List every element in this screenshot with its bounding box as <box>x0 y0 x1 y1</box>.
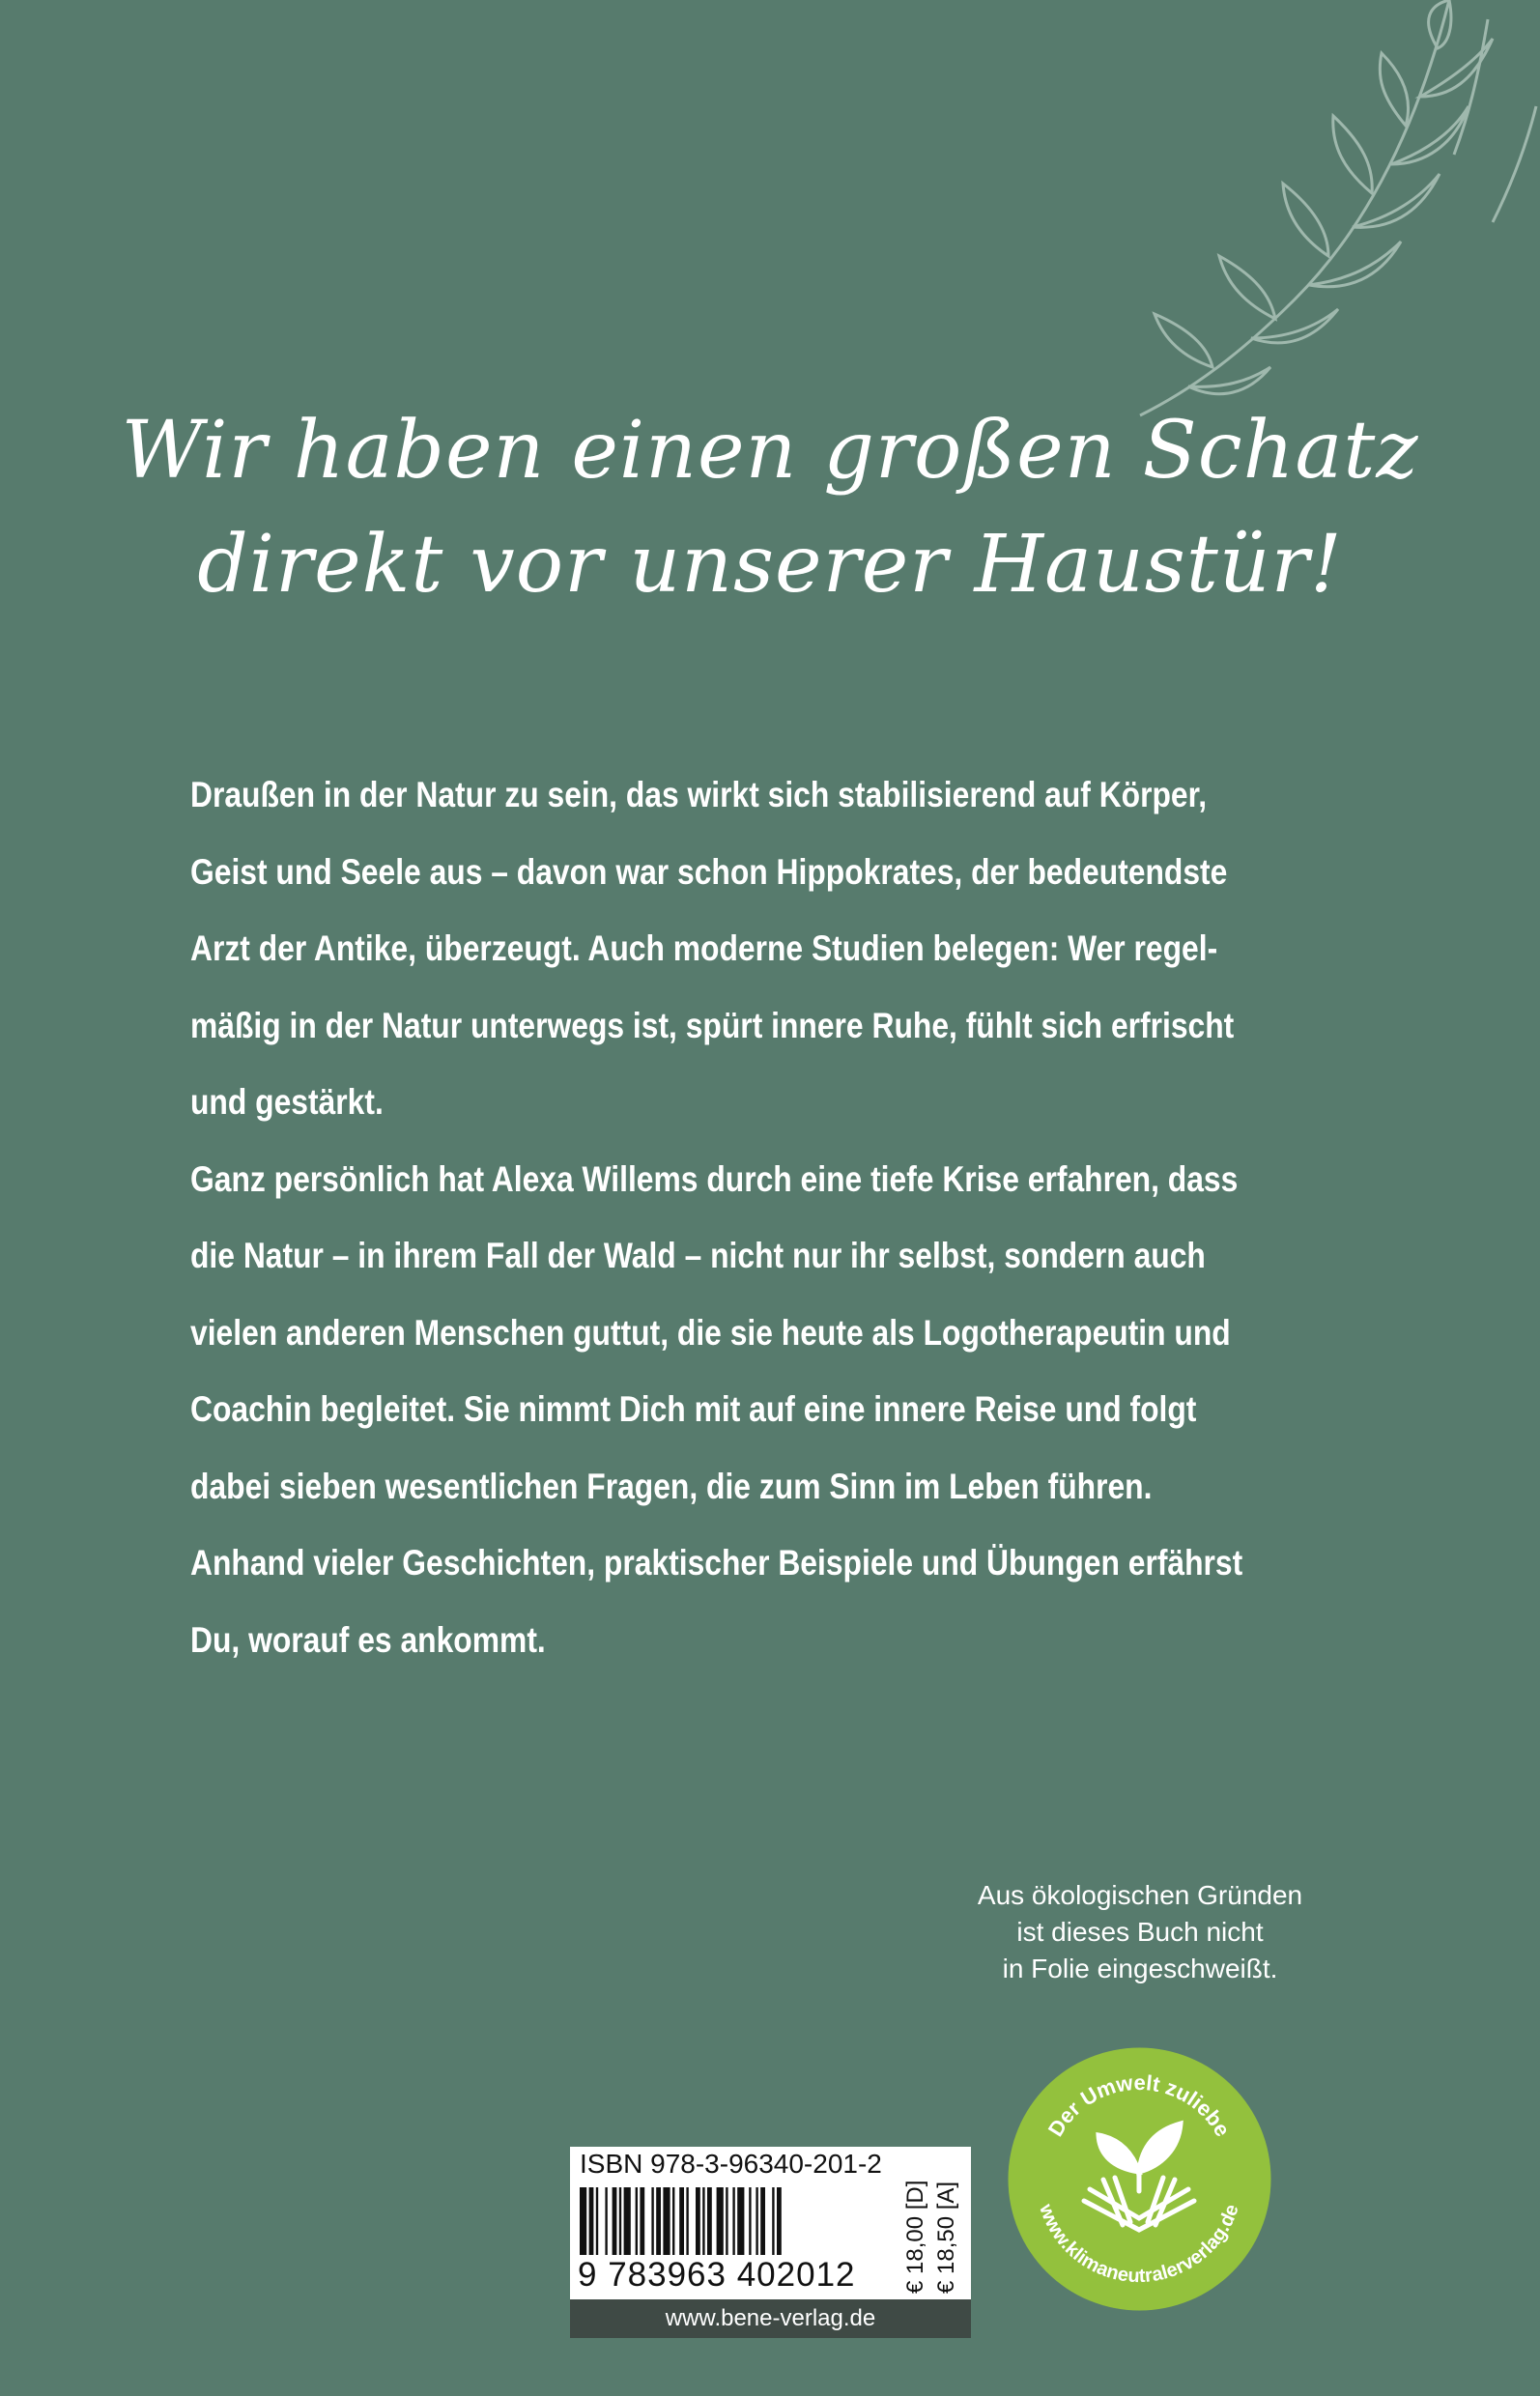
price-at: € 18,50 [A] <box>933 2181 959 2294</box>
barcode-bar <box>702 2187 704 2255</box>
blurb-line: und gestärkt. <box>190 1082 384 1122</box>
barcode-bar <box>717 2187 724 2255</box>
barcode-bar <box>663 2187 670 2255</box>
barcode-bar <box>580 2187 586 2255</box>
eco-badge <box>1007 2046 1272 2312</box>
blurb-text <box>190 756 1243 1678</box>
blurb-line: Ganz persönlich hat Alexa Willems durch eine tiefe Krise erfahren, dass <box>190 1158 1239 1199</box>
barcode-label <box>570 2147 971 2299</box>
barcode-bar <box>686 2187 688 2255</box>
barcode-icon <box>580 2187 889 2255</box>
barcode-bar <box>749 2187 751 2255</box>
barcode-digits: 9 783963 402012 <box>578 2256 856 2294</box>
barcode-bar <box>672 2187 674 2255</box>
barcode-bar <box>756 2187 757 2255</box>
price-block <box>898 2180 966 2296</box>
barcode-bar <box>605 2187 607 2255</box>
barcode-bar <box>619 2187 621 2255</box>
barcode-bar <box>640 2187 644 2255</box>
barcode-bar <box>613 2187 617 2255</box>
eco-note-line: in Folie eingeschweißt. <box>1002 1954 1278 1983</box>
barcode-bar <box>726 2187 727 2255</box>
barcode-bar <box>732 2187 734 2255</box>
barcode-bar <box>679 2187 684 2255</box>
badge-top-text: Der Umwelt zuliebe <box>1042 2069 1236 2141</box>
barcode-bar <box>624 2187 631 2255</box>
barcode-bar <box>707 2187 712 2255</box>
eco-note-line: ist dieses Buch nicht <box>1016 1917 1264 1947</box>
blurb-line: dabei sieben wesentlichen Fragen, die zum Sinn im Leben führen. <box>190 1466 1153 1506</box>
barcode-bar <box>696 2187 700 2255</box>
barcode-bar <box>777 2187 782 2255</box>
headline-line-1: Wir haben einen großen Schatz <box>121 405 1419 497</box>
price-de: € 18,00 [D] <box>902 2180 928 2294</box>
barcode-bar <box>596 2187 598 2255</box>
barcode-bar <box>760 2187 765 2255</box>
badge-bottom-text: www.klimaneutralerverlag.de <box>1035 2201 1243 2288</box>
barcode-bar <box>737 2187 744 2255</box>
barcode-bar <box>636 2187 638 2255</box>
eco-note <box>927 1877 1353 1987</box>
headline <box>0 394 1540 622</box>
eco-note-line: Aus ökologischen Gründen <box>977 1880 1303 1910</box>
blurb-line: Arzt der Antike, überzeugt. Auch moderne Studien belegen: Wer regel- <box>190 928 1218 968</box>
headline-line-2: direkt vor unserer Haustür! <box>197 519 1343 611</box>
barcode-bar <box>772 2187 774 2255</box>
blurb-line: Geist und Seele aus – davon war schon Hippokrates, der bedeutendste <box>190 851 1228 892</box>
barcode-bar <box>656 2187 661 2255</box>
blurb-line: Anhand vieler Geschichten, praktischer Beispiele und Übungen erfährst <box>190 1543 1243 1583</box>
blurb-line: die Natur – in ihrem Fall der Wald – nicht nur ihr selbst, sondern auch <box>190 1236 1206 1275</box>
publisher-url: www.bene-verlag.de <box>570 2299 971 2338</box>
barcode-bar <box>589 2187 594 2255</box>
blurb-line: vielen anderen Menschen guttut, die sie heute als Logotherapeutin und <box>190 1312 1231 1353</box>
blurb-line: Du, worauf es ankommt. <box>190 1619 546 1660</box>
blurb-line: Coachin begleitet. Sie nimmt Dich mit auf eine innere Reise und folgt <box>190 1389 1197 1429</box>
blurb-line: mäßig in der Natur unterwegs ist, spürt innere Ruhe, fühlt sich erfrischt <box>190 1005 1235 1045</box>
blurb-line: Draußen in der Natur zu sein, das wirkt sich stabilisierend auf Körper, <box>190 775 1208 814</box>
barcode-bar <box>651 2187 653 2255</box>
isbn-text: ISBN 978-3-96340-201-2 <box>580 2149 882 2179</box>
